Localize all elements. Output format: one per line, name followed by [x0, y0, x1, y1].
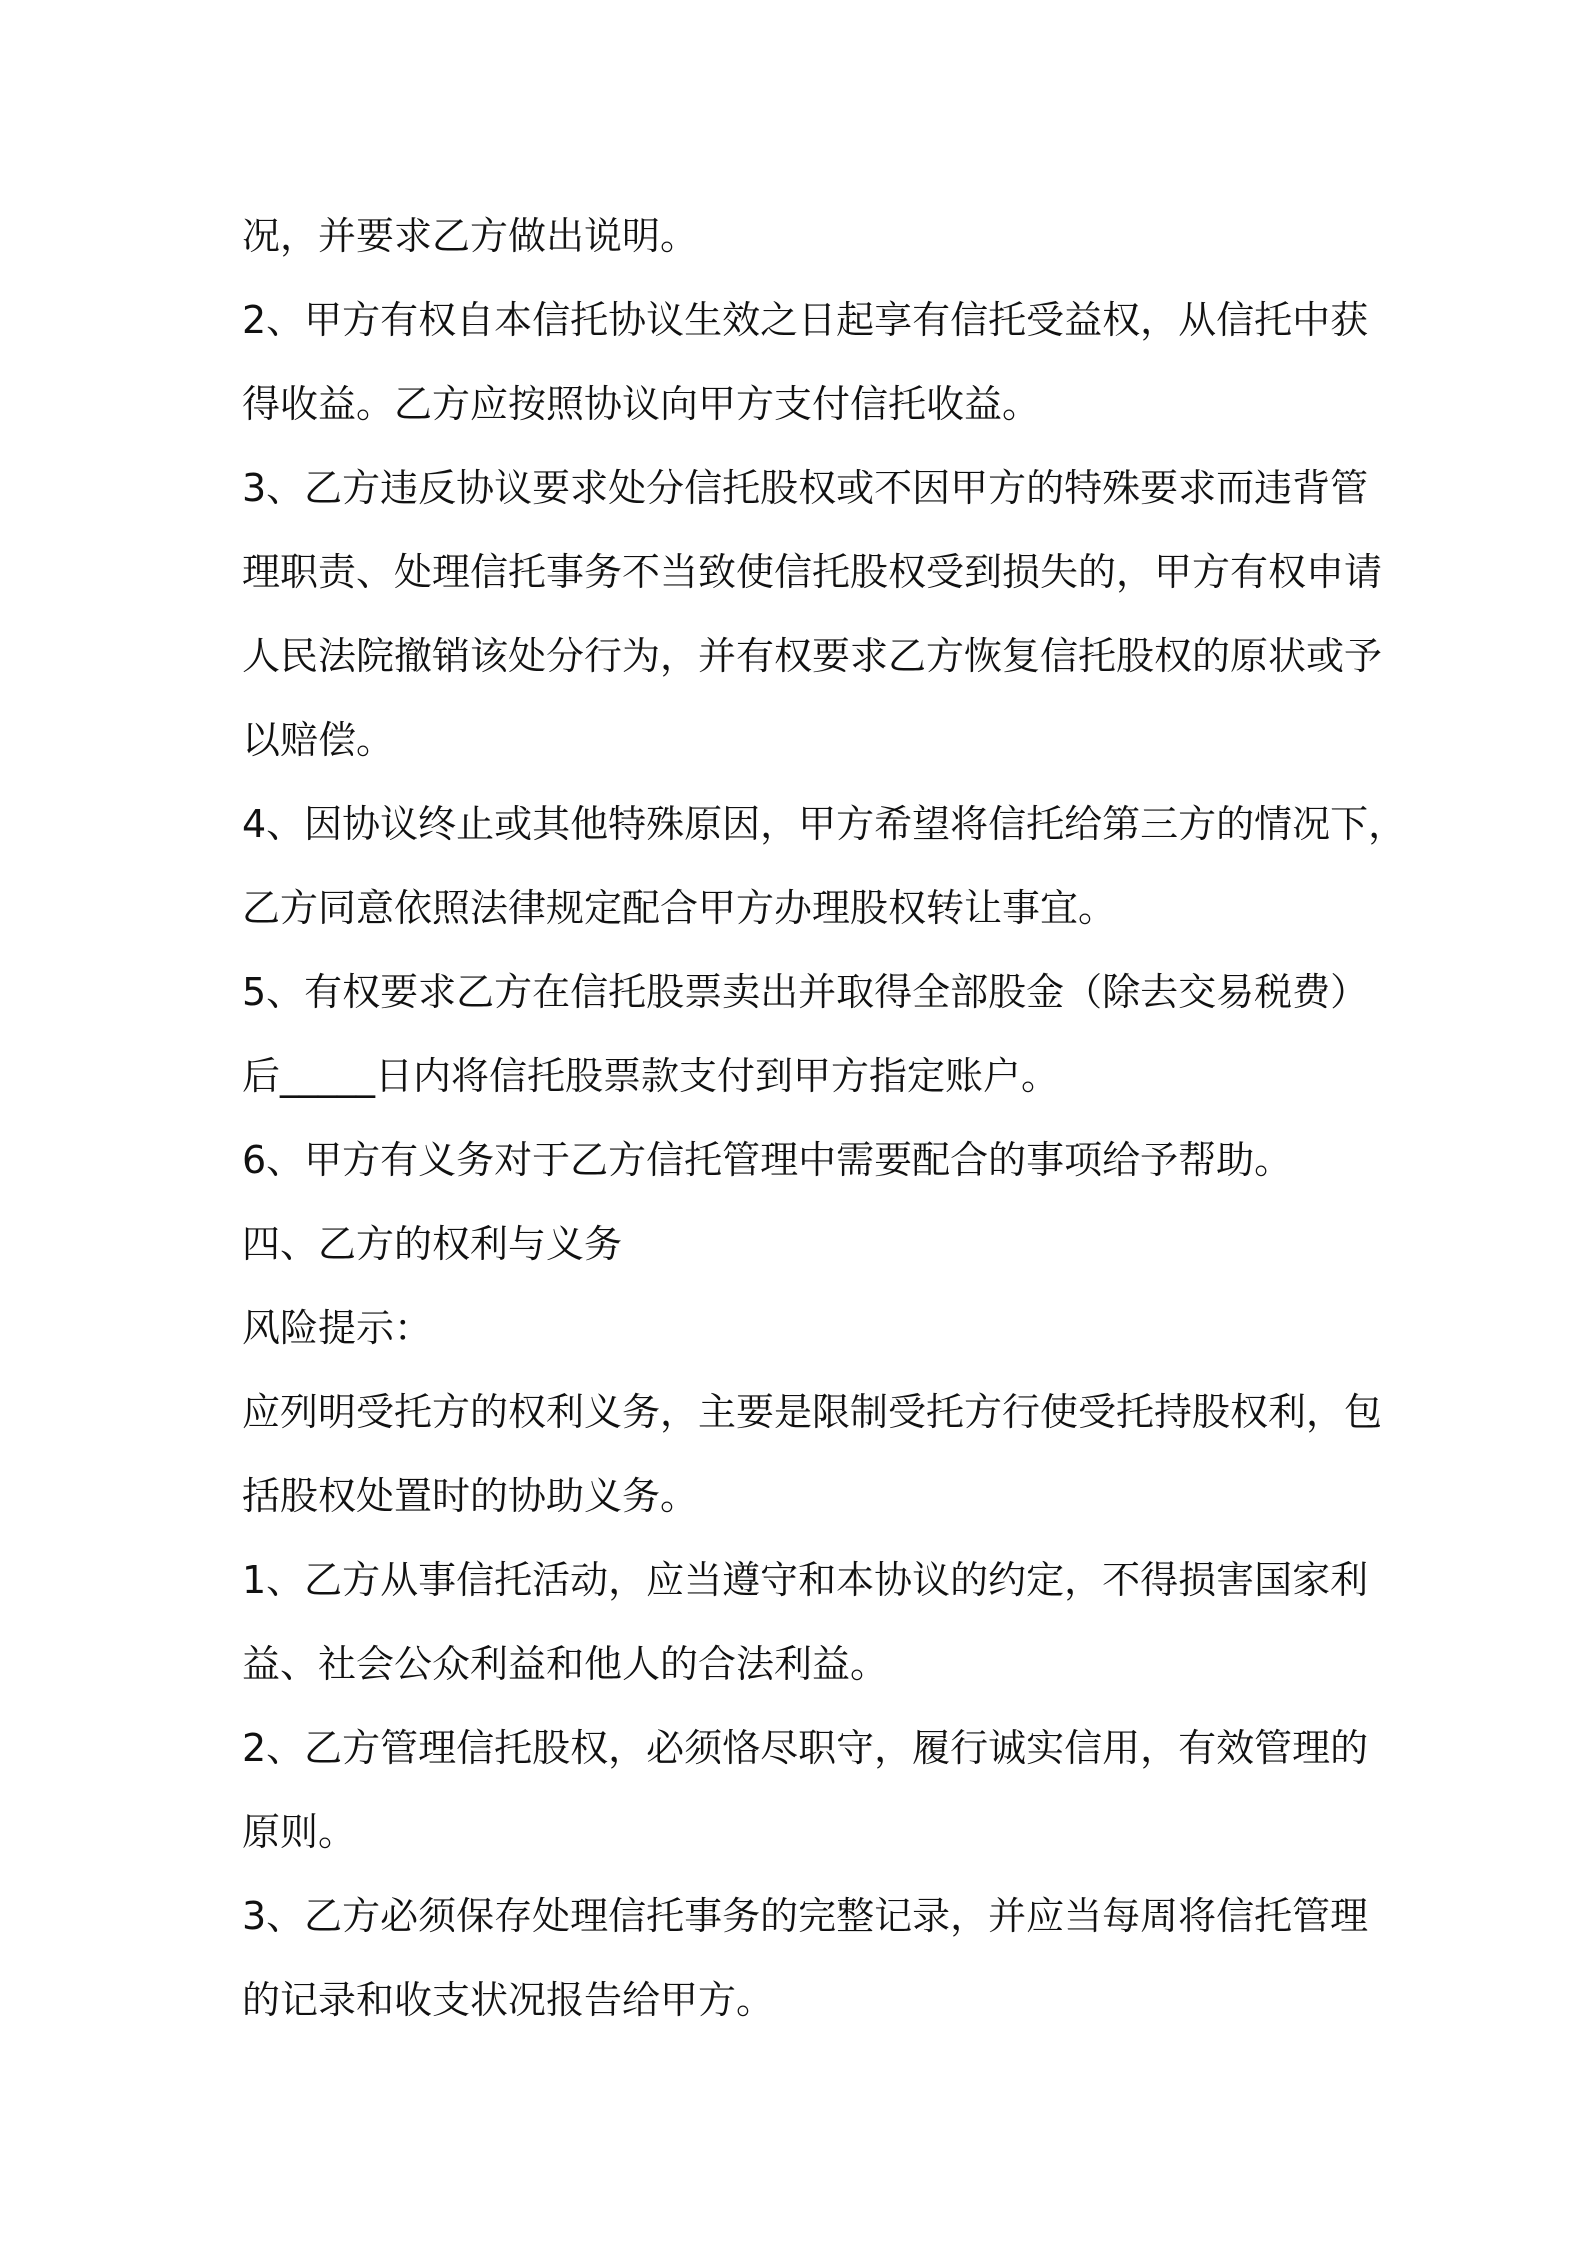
text-line: 以赔偿。	[242, 718, 395, 762]
risk-tip-label: 风险提示：	[242, 1306, 433, 1350]
text-line: 后_____日内将信托股票款支付到甲方指定账户。	[242, 1054, 1060, 1098]
text-line: 应列明受托方的权利义务，主要是限制受托方行使受托持股权利，包	[242, 1390, 1383, 1434]
document-body	[242, 194, 1407, 2042]
text-line: 括股权处置时的协助义务。	[242, 1474, 699, 1518]
text-line: 原则。	[242, 1810, 357, 1854]
text-line: 人民法院撤销该处分行为，并有权要求乙方恢复信托股权的原状或予	[242, 634, 1383, 678]
text-line: 5、有权要求乙方在信托股票卖出并取得全部股金（除去交易税费）	[242, 970, 1369, 1014]
text-line: 3、乙方违反协议要求处分信托股权或不因甲方的特殊要求而违背管	[242, 466, 1369, 510]
text-line: 况，并要求乙方做出说明。	[242, 214, 699, 258]
text-line: 1、乙方从事信托活动，应当遵守和本协议的约定，不得损害国家利	[242, 1558, 1369, 1602]
text-line: 2、乙方管理信托股权，必须恪尽职守，履行诚实信用，有效管理的	[242, 1726, 1369, 1770]
text-line: 益、社会公众利益和他人的合法利益。	[242, 1642, 889, 1686]
text-line: 6、甲方有义务对于乙方信托管理中需要配合的事项给予帮助。	[242, 1138, 1293, 1182]
text-line: 理职责、处理信托事务不当致使信托股权受到损失的，甲方有权申请	[242, 550, 1383, 594]
text-line: 3、乙方必须保存处理信托事务的完整记录，并应当每周将信托管理	[242, 1894, 1369, 1938]
text-line: 4、因协议终止或其他特殊原因，甲方希望将信托给第三方的情况下，	[242, 802, 1407, 846]
text-line: 的记录和收支状况报告给甲方。	[242, 1978, 775, 2022]
text-line: 乙方同意依照法律规定配合甲方办理股权转让事宜。	[242, 886, 1117, 930]
section-heading: 四、乙方的权利与义务	[242, 1222, 623, 1266]
text-line: 得收益。乙方应按照协议向甲方支付信托收益。	[242, 382, 1041, 426]
text-line: 2、甲方有权自本信托协议生效之日起享有信托受益权，从信托中获	[242, 298, 1369, 342]
